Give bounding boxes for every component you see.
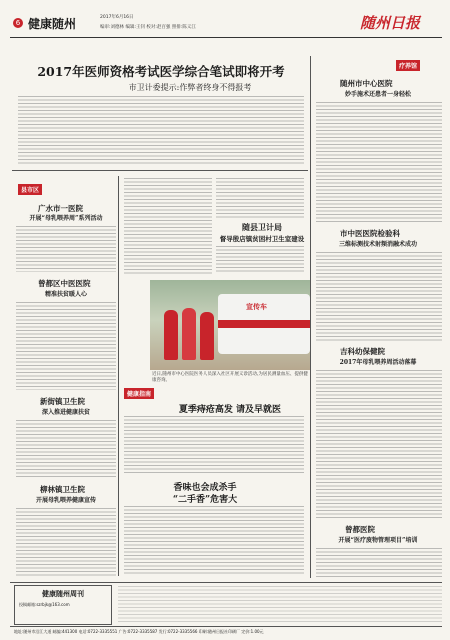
right-article-3-sub: 2017年母乳喂养周活动落幕	[339, 359, 417, 366]
center-article-body	[216, 246, 304, 274]
header-rule	[10, 37, 442, 38]
scent-article-body	[124, 506, 304, 576]
tag-right: 疗养馆	[396, 60, 420, 71]
center-upper-body-left	[124, 178, 212, 274]
photo-person-1	[164, 310, 178, 360]
right-article-4-body	[316, 548, 442, 578]
left-article-3-sub: 深入推进健康扶贫	[41, 409, 90, 416]
tips-article-title: 夏季痔疮高发 请及早就医	[178, 405, 282, 415]
left-article-4-sub: 开展母乳喂养健康宣传	[35, 497, 96, 504]
date-line: 2017年6月16日	[100, 15, 134, 20]
scent-article-title: 香味也会成杀手	[173, 483, 237, 493]
footer-top-rule	[10, 582, 442, 583]
masthead-box	[14, 585, 112, 625]
right-article-1-sub: 妙手施术还患者一身轻松	[344, 91, 411, 98]
footer-notice-text	[118, 586, 442, 622]
right-article-4-sub: 开展“医疗废物管理项目”培训	[338, 537, 418, 544]
photo-vehicle-banner: 宣传车	[246, 303, 267, 311]
right-article-3-title: 吉科幼保健院	[340, 347, 385, 356]
center-article-title: 随县卫计局	[242, 222, 282, 232]
left-article-2-sub: 精准扶贫暖人心	[44, 291, 87, 298]
editor-line: 编审:刘德林 编辑:王钊 校对:赵百强 照排:陈义江	[100, 25, 196, 30]
masthead-title: 健康随州周刊	[42, 589, 84, 598]
lead-bottom-rule	[12, 170, 308, 171]
page-number-badge: 6	[13, 18, 23, 28]
left-article-1-sub: 开展“母乳喂养周”系列活动	[29, 215, 103, 222]
photo-caption: 近日,随州市中心医院医务人员深入社区开展义诊活动,为居民测量血压、提供健康咨询。	[152, 372, 308, 383]
scent-article-sub: “二手香”危害大	[172, 495, 238, 505]
imprint-line: 地址:随州市沿江大道 邮编:441300 电话:0722-3335551 广告:0722-3335587 发行:0722-3335566 印刷:随州日报社印刷厂 定价:1.00元	[14, 629, 264, 634]
left-article-4-title: 柳林镇卫生院	[40, 485, 85, 494]
left-article-2-title: 曾都区中医医院	[38, 279, 91, 288]
right-article-2-sub: 三维标测技术射频消融术成功	[338, 241, 417, 248]
center-upper-body-right	[216, 178, 304, 218]
center-article-sub: 督导殷店镇贫困村卫生室建设	[219, 235, 305, 243]
news-photo	[150, 280, 310, 370]
tag-local: 县市区	[18, 184, 42, 195]
masthead-email: 投稿邮箱:szrbjk@163.com	[19, 602, 70, 607]
page-header	[0, 0, 450, 40]
tag-tips: 健康指南	[124, 388, 154, 399]
right-article-1-title: 随州市中心医院	[340, 79, 393, 88]
right-article-4-title: 曾都医院	[345, 525, 375, 534]
left-article-3-body	[16, 420, 116, 478]
lead-title: 2017年医师资格考试医学综合笔试即将开考	[37, 64, 285, 79]
right-article-1-body	[316, 102, 442, 224]
left-article-1-title: 广水市一医院	[38, 204, 83, 213]
tips-article-body	[124, 416, 304, 474]
newspaper-logo: 随州日报	[360, 14, 421, 32]
section-title: 健康随州	[28, 17, 77, 31]
left-article-3-title: 新街镇卫生院	[40, 397, 85, 406]
right-article-2-body	[316, 252, 442, 342]
photo-vehicle-stripe	[218, 320, 310, 328]
left-column-divider	[118, 176, 119, 576]
lead-body-text	[18, 96, 304, 166]
left-article-2-body	[16, 302, 116, 390]
photo-person-3	[200, 312, 214, 360]
left-article-1-body	[16, 226, 116, 272]
photo-person-2	[182, 308, 196, 360]
right-article-2-title: 市中医医院检验科	[340, 229, 400, 238]
footer-bottom-rule	[10, 626, 442, 627]
left-article-4-body	[16, 508, 116, 576]
right-article-3-body	[316, 370, 442, 520]
lead-subtitle: 市卫计委提示:作弊者终身不得报考	[128, 83, 252, 92]
right-column-divider	[310, 56, 311, 578]
